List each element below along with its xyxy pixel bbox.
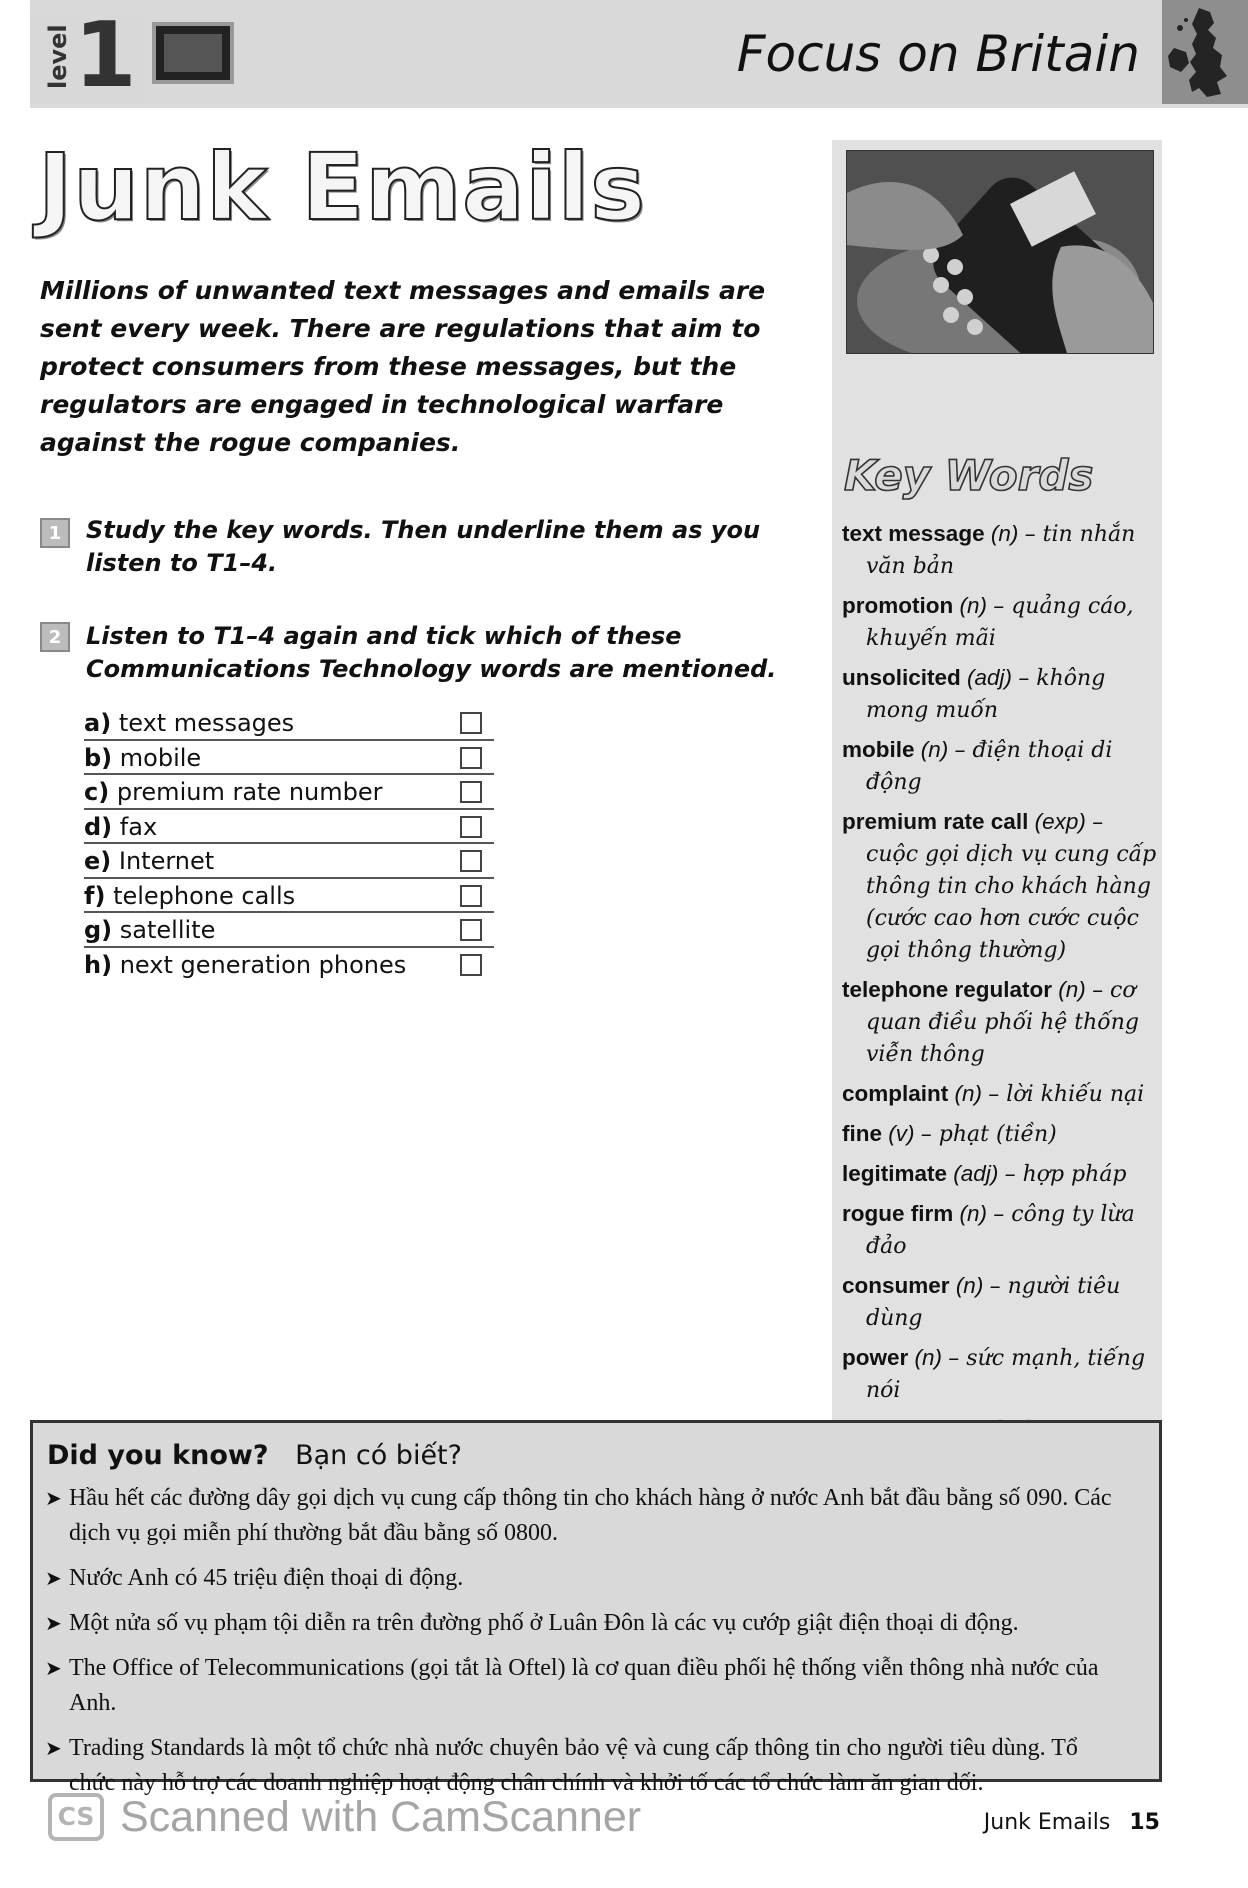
key-word-item [842, 518, 1158, 582]
checkbox[interactable] [460, 850, 482, 872]
exercise-2-instruction: Listen to T1–4 again and tick which of these Communications Technology words are mentioned. [86, 622, 777, 683]
level-number: 1 [74, 3, 137, 108]
key-word-definition: – hợp pháp [1004, 1162, 1127, 1187]
key-word-item [842, 662, 1158, 726]
checklist-text: premium rate number [116, 778, 383, 806]
did-you-know-text: Một nửa số vụ phạm tội diễn ra trên đường phố ở Luân Đôn là các vụ cướp giật điện thoại di động. [69, 1610, 1019, 1636]
footer-label: Junk Emails [983, 1810, 1111, 1835]
key-word-pos: (n) [990, 521, 1019, 546]
checkbox[interactable] [460, 747, 482, 769]
key-word-definition: – người tiêu dùng [866, 1274, 1121, 1331]
checklist-text: fax [119, 812, 158, 841]
key-word-pos: (adj) [953, 1161, 999, 1186]
key-word-item [842, 1118, 1158, 1150]
tv-screen-inner [164, 34, 222, 72]
key-word-pos: (adj) [967, 665, 1013, 690]
checklist-row [84, 844, 494, 879]
mobile-phone-illustration [847, 151, 1153, 353]
key-word-pos: (n) [955, 1273, 984, 1298]
key-word-pos: (n) [959, 1201, 988, 1226]
key-words-title: Key Words [844, 451, 1094, 500]
exercise-1-number: 1 [40, 518, 70, 548]
checklist-letter: d) [84, 812, 113, 841]
arrow-bullet-icon: ➤ [45, 1736, 62, 1760]
checklist-letter: a) [84, 709, 112, 737]
did-you-know-heading [47, 1435, 462, 1477]
did-you-know-item [45, 1481, 1125, 1551]
key-word-definition: – điện thoại di động [866, 738, 1113, 795]
key-word-term: unsolicited [842, 665, 961, 690]
level-label: level [44, 24, 72, 90]
key-word-definition: – cuộc gọi dịch vụ cung cấp thông tin cho khách hàng (cước cao hơn cước cuộc gọi thông thường) [866, 810, 1157, 963]
did-you-know-box [30, 1420, 1162, 1796]
arrow-bullet-icon: ➤ [45, 1656, 62, 1680]
key-words-list [842, 518, 1158, 1454]
checkbox[interactable] [460, 954, 482, 976]
checklist-text: telephone calls [113, 881, 296, 910]
key-word-pos: (v) [888, 1121, 915, 1146]
checklist-letter: f) [84, 881, 106, 910]
mobile-phone-photo [846, 150, 1154, 354]
section-title: Focus on Britain [736, 25, 1140, 83]
checkbox[interactable] [460, 781, 482, 803]
checklist-row [84, 741, 494, 776]
arrow-bullet-icon: ➤ [45, 1566, 62, 1590]
key-word-item [842, 806, 1158, 966]
key-word-term: text message [842, 521, 985, 546]
did-you-know-item [45, 1606, 1125, 1641]
checklist-row [84, 810, 494, 845]
intro-paragraph: Millions of unwanted text messages and emails are sent every week. There are regulations that aim to protect consumers from these messages, but the regulators are engaged in technological warfare against the rogue companies. [40, 276, 766, 457]
camscanner-logo-icon: CS [48, 1793, 104, 1841]
key-word-definition: – phạt (tiền) [920, 1122, 1057, 1147]
did-you-know-text: Trading Standards là một tổ chức nhà nước chuyên bảo vệ và cung cấp thông tin cho người tiêu dùng. Tổ chức này hỗ trợ các doanh nghiệp hoạt động chân chính và khởi tố các tổ chức làm ăn gian dối. [69, 1735, 1078, 1796]
did-you-know-item [45, 1561, 1125, 1596]
camscanner-watermark [48, 1788, 668, 1846]
checklist-letter: b) [84, 743, 113, 772]
page-title: Junk Emails [38, 134, 647, 241]
key-word-definition: – quảng cáo, khuyến mãi [866, 594, 1134, 651]
key-word-term: power [842, 1345, 909, 1370]
did-you-know-list [45, 1481, 1125, 1811]
key-word-term: rogue firm [842, 1201, 954, 1226]
communication-words-checklist [84, 706, 494, 982]
did-you-know-text: The Office of Telecommunications (gọi tắt là Oftel) là cơ quan điều phối hệ thống viễn thông nhà nước của Anh. [69, 1655, 1099, 1716]
checklist-letter: h) [84, 950, 113, 979]
arrow-bullet-icon: ➤ [45, 1486, 62, 1510]
checkbox[interactable] [460, 816, 482, 838]
header-divider [30, 104, 1248, 108]
did-you-know-title: Did you know? [47, 1440, 269, 1471]
key-word-term: consumer [842, 1273, 950, 1298]
page-footer [940, 1806, 1160, 1840]
checklist-row [84, 706, 494, 741]
page-number: 15 [1129, 1810, 1160, 1835]
britain-map-svg [1162, 0, 1248, 104]
key-word-term: premium rate call [842, 809, 1029, 834]
did-you-know-text: Hầu hết các đường dây gọi dịch vụ cung cấp thông tin cho khách hàng ở nước Anh bắt đầu bằng số 090. Các dịch vụ gọi miễn phí thường bắt đầu bằng số 0800. [69, 1485, 1112, 1546]
key-word-item [842, 1270, 1158, 1334]
key-word-item [842, 1158, 1158, 1190]
checklist-text: Internet [118, 847, 215, 875]
tv-screen-icon [152, 22, 234, 84]
did-you-know-text: Nước Anh có 45 triệu điện thoại di động. [69, 1565, 464, 1591]
checklist-text: text messages [118, 709, 295, 737]
key-word-definition: – sức mạnh, tiếng nói [866, 1346, 1146, 1403]
checklist-letter: e) [84, 847, 112, 875]
checklist-text: satellite [119, 916, 216, 944]
checkbox[interactable] [460, 712, 482, 734]
checkbox[interactable] [460, 885, 482, 907]
key-word-definition: – không mong muốn [866, 666, 1106, 723]
exercise-2-number: 2 [40, 622, 70, 652]
key-word-pos: (n) [954, 1081, 983, 1106]
key-word-pos: (n) [914, 1345, 943, 1370]
checklist-text: next generation phones [119, 950, 407, 979]
britain-map-icon [1162, 0, 1248, 104]
checklist-letter: g) [84, 916, 113, 944]
key-word-pos: (n) [959, 593, 987, 618]
key-word-item [842, 1198, 1158, 1262]
key-word-term: telephone regulator [842, 977, 1053, 1002]
checkbox[interactable] [460, 919, 482, 941]
checklist-row [84, 948, 494, 983]
key-word-term: complaint [842, 1081, 949, 1106]
watermark-text: Scanned with CamScanner [120, 1793, 642, 1841]
checklist-letter: c) [84, 778, 110, 806]
key-word-term: fine [842, 1121, 883, 1146]
key-word-term: mobile [842, 737, 915, 762]
key-word-item [842, 1342, 1158, 1406]
exercise-1-instruction: Study the key words. Then underline them as you listen to T1–4. [86, 516, 761, 577]
checklist-text: mobile [119, 743, 202, 772]
key-word-definition: – công ty lừa đảo [866, 1202, 1135, 1259]
key-word-item [842, 1078, 1158, 1110]
key-word-item [842, 734, 1158, 798]
key-word-pos: (exp) [1034, 809, 1086, 834]
key-word-term: legitimate [842, 1161, 948, 1186]
arrow-bullet-icon: ➤ [45, 1611, 62, 1635]
key-word-pos: (n) [1058, 977, 1086, 1002]
did-you-know-subtitle: Bạn có biết? [295, 1440, 462, 1471]
key-word-definition: – lời khiếu nại [988, 1082, 1145, 1107]
key-word-definition: – cơ quan điều phối hệ thống viễn thông [866, 978, 1139, 1067]
key-word-item [842, 974, 1158, 1070]
checklist-row [84, 913, 494, 948]
key-word-definition: – tin nhắn văn bản [866, 522, 1136, 579]
key-word-item [842, 590, 1158, 654]
did-you-know-item [45, 1651, 1125, 1721]
checklist-row [84, 879, 494, 914]
key-word-pos: (n) [920, 737, 949, 762]
checklist-row [84, 775, 494, 810]
key-word-term: promotion [842, 593, 954, 618]
